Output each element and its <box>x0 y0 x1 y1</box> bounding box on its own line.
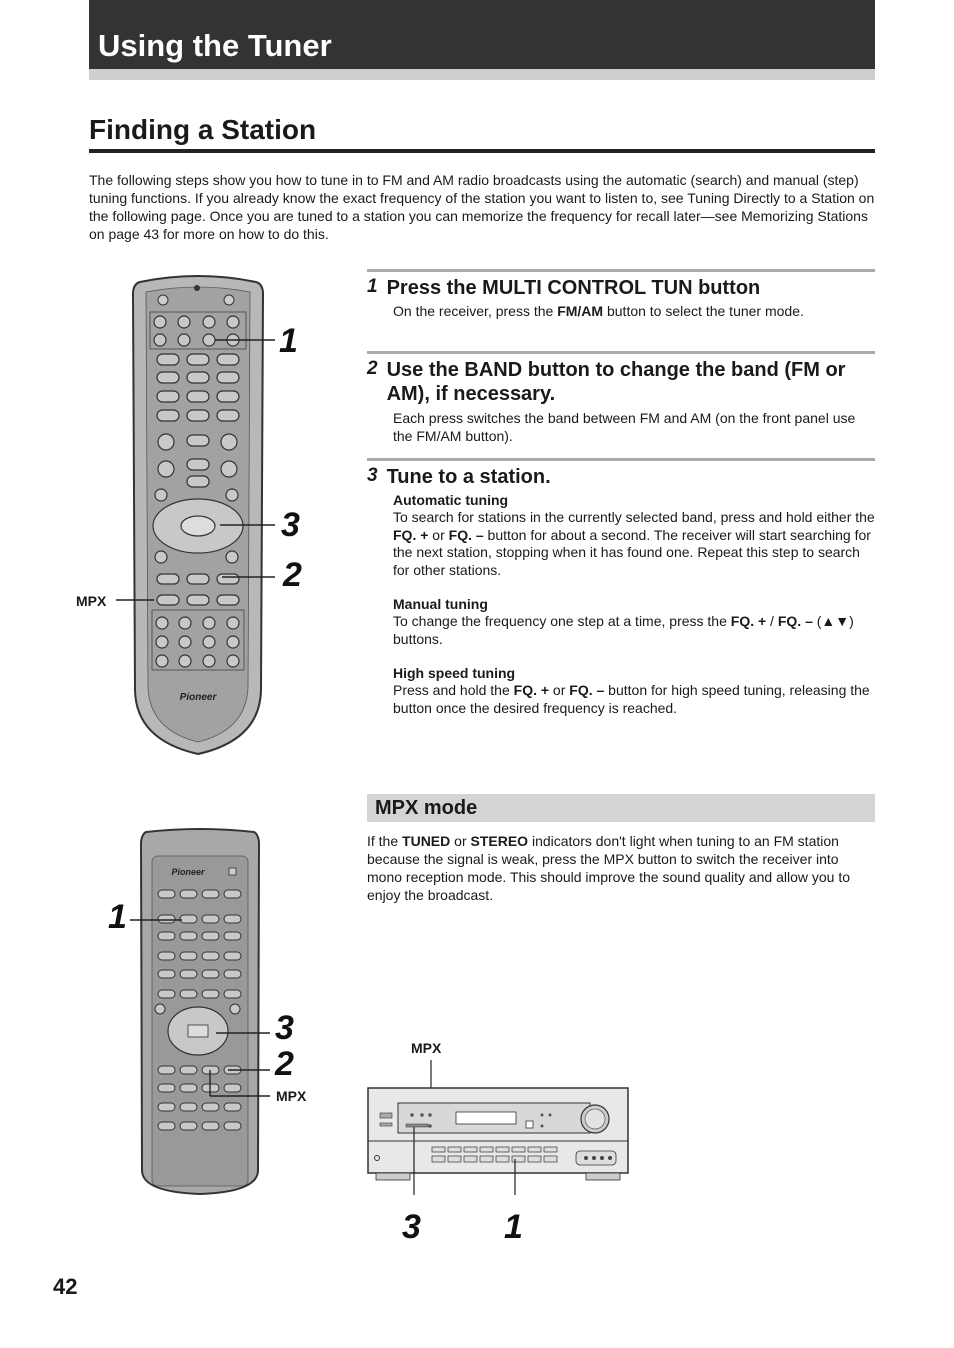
remote-2-callout-3: 3 <box>275 1009 294 1047</box>
intro-paragraph: The following steps show you how to tune in to FM and AM radio broadcasts using the automatic (search) and manual (step) tuning functions. If you already know the exact frequency of the station you want to listen to, see Tuning Directly to a Station on the following page. Once you are tuned to a station you can memorize the frequency for recall later—see Memorizing Stations on page 43 for more on how to do this. <box>89 172 875 242</box>
remote-1-callout-1: 1 <box>279 322 298 360</box>
automatic-tuning-heading: Automatic tuning <box>393 492 509 508</box>
high-speed-tuning-heading: High speed tuning <box>393 665 516 681</box>
step-1-title: Press the MULTI CONTROL TUN button <box>386 277 761 299</box>
section-title: Finding a Station <box>89 114 317 145</box>
remote-1-mpx-label: MPX <box>76 593 107 609</box>
page-title: Using the Tuner <box>98 28 332 63</box>
receiver-callout-1: 1 <box>504 1208 523 1246</box>
step-2-number: 2 <box>367 358 378 379</box>
remote-1-callout-3: 3 <box>281 506 300 544</box>
step-1-number: 1 <box>367 276 378 297</box>
step-2-rule <box>367 351 875 354</box>
manual-tuning-text: To change the frequency one step at a time, press the FQ. + / FQ. – (▲▼) buttons. <box>393 613 854 647</box>
step-3-number: 3 <box>367 465 378 486</box>
remote-2-callout-2: 2 <box>275 1045 294 1083</box>
step-3-body <box>393 492 875 717</box>
high-speed-tuning-text: Press and hold the FQ. + or FQ. – button for high speed tuning, releasing the button once the desired frequency is reached. <box>393 682 870 716</box>
automatic-tuning-text: To search for stations in the currently selected band, press and hold either the FQ. + or FQ. – button for about a second. The receiver will start searching for the next station, stopping when it has found one. Repeat this step to search for other stations. <box>393 509 875 578</box>
page-number: 42 <box>53 1274 78 1299</box>
step-3-title: Tune to a station. <box>386 466 551 488</box>
receiver-mpx-label: MPX <box>411 1040 442 1056</box>
remote-control-illustration-1 <box>70 270 310 760</box>
remote-1-brand-logo: Pioneer <box>179 692 217 703</box>
receiver-front-panel-illustration <box>360 1055 640 1195</box>
remote-2-mpx-label: MPX <box>276 1088 307 1104</box>
step-1-body: On the receiver, press the FM/AM button to select the tuner mode. <box>393 303 804 319</box>
step-3 <box>367 465 875 489</box>
section-rule <box>89 149 875 153</box>
mpx-mode-text: If the TUNED or STEREO indicators don't light when tuning to an FM station because the signal is weak, press the MPX button to switch the receiver into mono reception mode. This should improve the sound quality and allow you to enjoy the broadcast. <box>367 833 851 903</box>
step-2 <box>367 358 875 406</box>
step-2-title: Use the BAND button to change the band (FM or AM), if necessary. <box>386 359 846 405</box>
mpx-mode-heading: MPX mode <box>375 797 478 819</box>
remote-1-callout-2: 2 <box>283 556 302 594</box>
step-3-rule <box>367 458 875 461</box>
remote-2-callout-1: 1 <box>108 898 127 936</box>
header-stripe <box>89 69 875 80</box>
receiver-callout-3: 3 <box>402 1208 421 1246</box>
step-2-body: Each press switches the band between FM and AM (on the front panel use the FM/AM button). <box>393 410 856 444</box>
remote-2-brand-logo: Pioneer <box>171 867 205 877</box>
manual-tuning-heading: Manual tuning <box>393 596 488 612</box>
step-1-rule <box>367 269 875 272</box>
remote-control-illustration-2 <box>130 826 270 1196</box>
step-1 <box>367 276 875 300</box>
